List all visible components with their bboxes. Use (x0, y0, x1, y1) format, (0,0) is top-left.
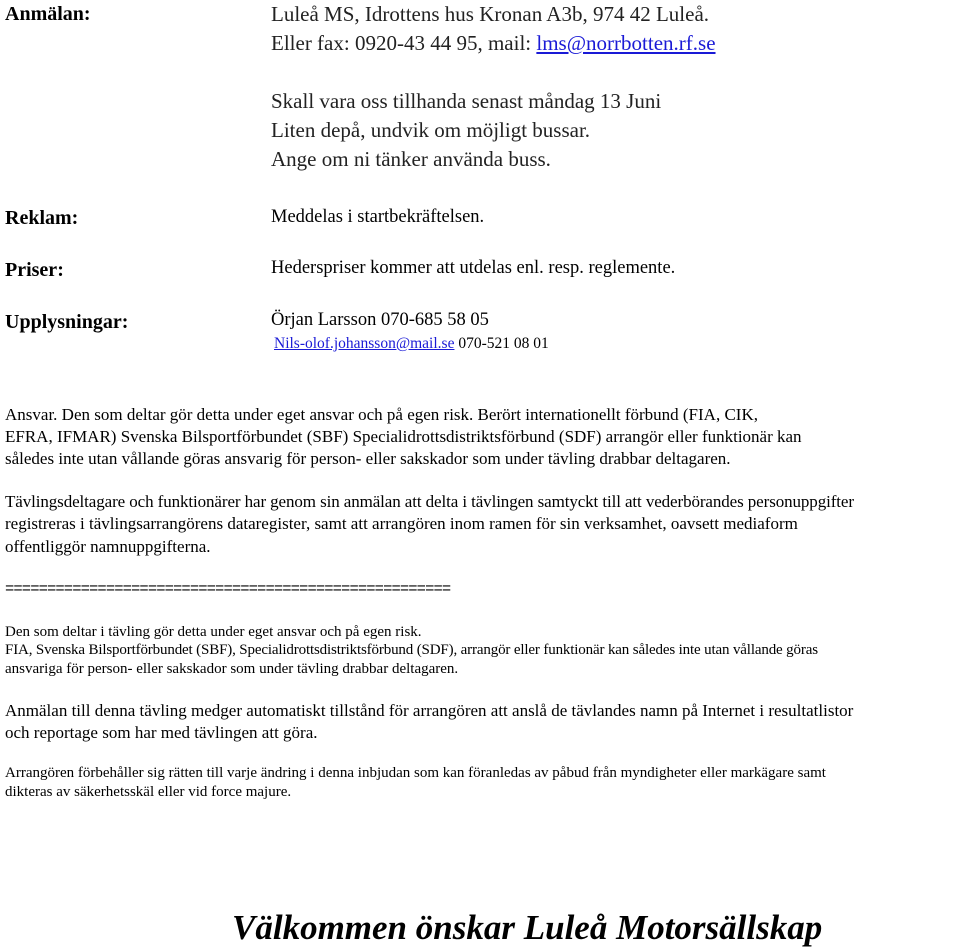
contact-email-link[interactable]: Nils-olof.johansson@mail.se (274, 335, 455, 352)
deadline-line-2: Liten depå, undvik om möjligt bussar. (271, 118, 591, 142)
priser-text: Hederspriser kommer att utdelas enl. resp. reglemente. (271, 258, 676, 278)
reklam-text: Meddelas i startbekräftelsen. (271, 207, 485, 227)
deadline-line-3: Ange om ni tänker använda buss. (271, 147, 551, 171)
personuppgifter-line-3: offentliggör namnuppgifterna. (5, 537, 211, 556)
ansvar-line-3: således inte utan vållande göras ansvarig för person- eller sakskador som under tävling drabbar deltagaren. (5, 449, 731, 468)
deadline-line-1: Skall vara oss tillhanda senast måndag 13 Juni (271, 89, 662, 113)
anmalan-address: Luleå MS, Idrottens hus Kronan A3b, 974 42 Luleå. (271, 2, 710, 26)
label-priser: Priser: (5, 259, 64, 281)
personuppgifter-line-2: registreras i tävlingsarrangörens dataregister, samt att arrangören inom ramen för sin verksamhet, oavsett mediaform (5, 514, 798, 533)
forbehall-line-2: dikteras av säkerhetsskäl eller vid force majure. (5, 784, 292, 800)
contact-1: Örjan Larsson 070-685 58 05 (271, 310, 489, 330)
label-reklam: Reklam: (5, 207, 79, 229)
risk-line-3: ansvariga för person- eller sakskador som under tävling drabbar deltagaren. (5, 661, 459, 677)
closing-greeting: Välkommen önskar Luleå Motorsällskap (232, 908, 823, 947)
ansvar-line-1: Ansvar. Den som deltar gör detta under eget ansvar och på egen risk. Berört internationellt förbund (FIA, CIK, (5, 405, 758, 424)
ansvar-line-2: EFRA, IFMAR) Svenska Bilsportförbundet (SBF) Specialidrottsdistriktsförbund (SDF) arrangör eller funktionär kan (5, 427, 802, 446)
contact-phone: 070-521 08 01 (454, 335, 549, 352)
label-anmalan: Anmälan: (5, 3, 91, 25)
anmalan-contact-line (271, 31, 716, 56)
risk-line-2: FIA, Svenska Bilsportförbundet (SBF), Specialidrottsdistriktsförbund (SDF), arrangör eller funktionär kan således inte utan vållande göras (5, 642, 818, 658)
fax-text: Eller fax: 0920-43 44 95, mail: (271, 31, 537, 55)
personuppgifter-line-1: Tävlingsdeltagare och funktionärer har genom sin anmälan att delta i tävlingen samtyckt till att vederbörandes personuppgifter (5, 492, 854, 511)
forbehall-line-1: Arrangören förbehåller sig rätten till varje ändring i denna inbjudan som kan föranledas av påbud från myndigheter eller markägare samt (5, 765, 826, 781)
separator-line: ===================================================== (5, 580, 451, 598)
internet-line-2: och reportage som har med tävlingen att göra. (5, 723, 318, 742)
email-link[interactable]: lms@norrbotten.rf.se (536, 31, 716, 55)
internet-line-1: Anmälan till denna tävling medger automatiskt tillstånd för arrangören att anslå de tävlandes namn på Internet i resultatlistor (5, 701, 854, 720)
risk-line-1: Den som deltar i tävling gör detta under eget ansvar och på egen risk. (5, 624, 422, 640)
label-upplysningar: Upplysningar: (5, 311, 129, 333)
contact-2 (274, 335, 549, 353)
